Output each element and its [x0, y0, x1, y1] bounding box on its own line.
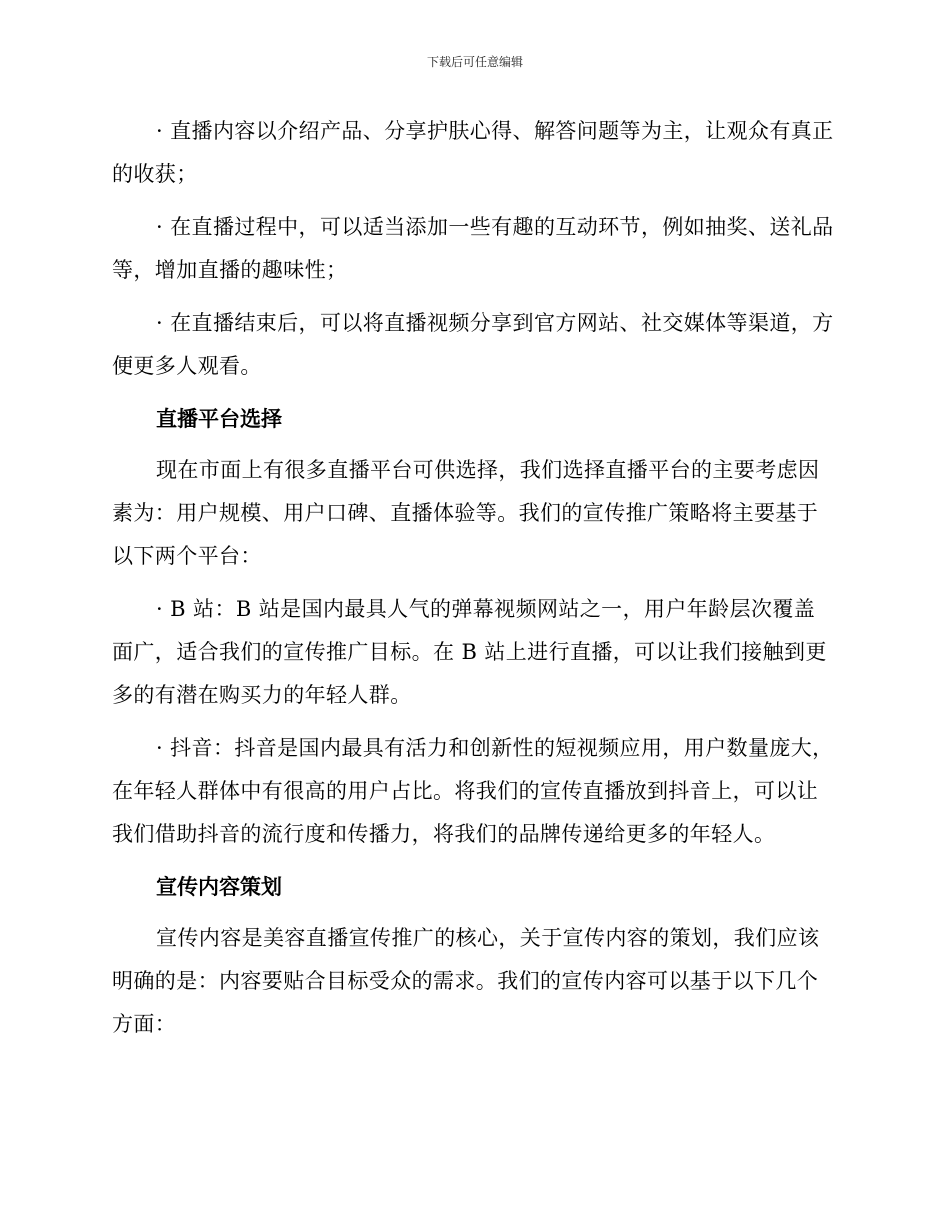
bullet-paragraph-douyin: · 抖音：抖音是国内最具有活力和创新性的短视频应用，用户数量庞大，在年轻人群体中有很高的用户占比。将我们的宣传直播放到抖音上，可以让我们借助抖音的流行度和传播力，将我们的品牌传递给更多的年轻人。 [112, 736, 834, 846]
paragraph-platform-intro: 现在市面上有很多直播平台可供选择，我们选择直播平台的主要考虑因素为：用户规模、用户口碑、直播体验等。我们的宣传推广策略将主要基于以下两个平台： [112, 458, 820, 568]
section-heading-content-plan: 宣传内容策划 [156, 875, 282, 899]
bullet-paragraph-sharing: · 在直播结束后，可以将直播视频分享到官方网站、社交媒体等渠道，方便更多人观看。 [112, 311, 834, 378]
document-body [112, 110, 836, 1056]
bullet-paragraph-bilibili: · B 站：B 站是国内最具人气的弹幕视频网站之一，用户年龄层次覆盖面广，适合我们的宣传推广目标。在 B 站上进行直播，可以让我们接触到更多的有潜在购买力的年轻人群。 [112, 597, 827, 707]
bullet-paragraph-live-content: · 直播内容以介绍产品、分享护肤心得、解答问题等为主，让观众有真正的收获； [112, 119, 834, 186]
paragraph-content-plan: 宣传内容是美容直播宣传推广的核心，关于宣传内容的策划，我们应该明确的是：内容要贴合目标受众的需求。我们的宣传内容可以基于以下几个方面： [112, 926, 820, 1036]
page-header: 下载后可任意编辑 [426, 55, 523, 69]
bullet-paragraph-interaction: · 在直播过程中，可以适当添加一些有趣的互动环节，例如抽奖、送礼品等，增加直播的趣味性； [112, 215, 834, 282]
section-heading-platform: 直播平台选择 [156, 407, 282, 431]
